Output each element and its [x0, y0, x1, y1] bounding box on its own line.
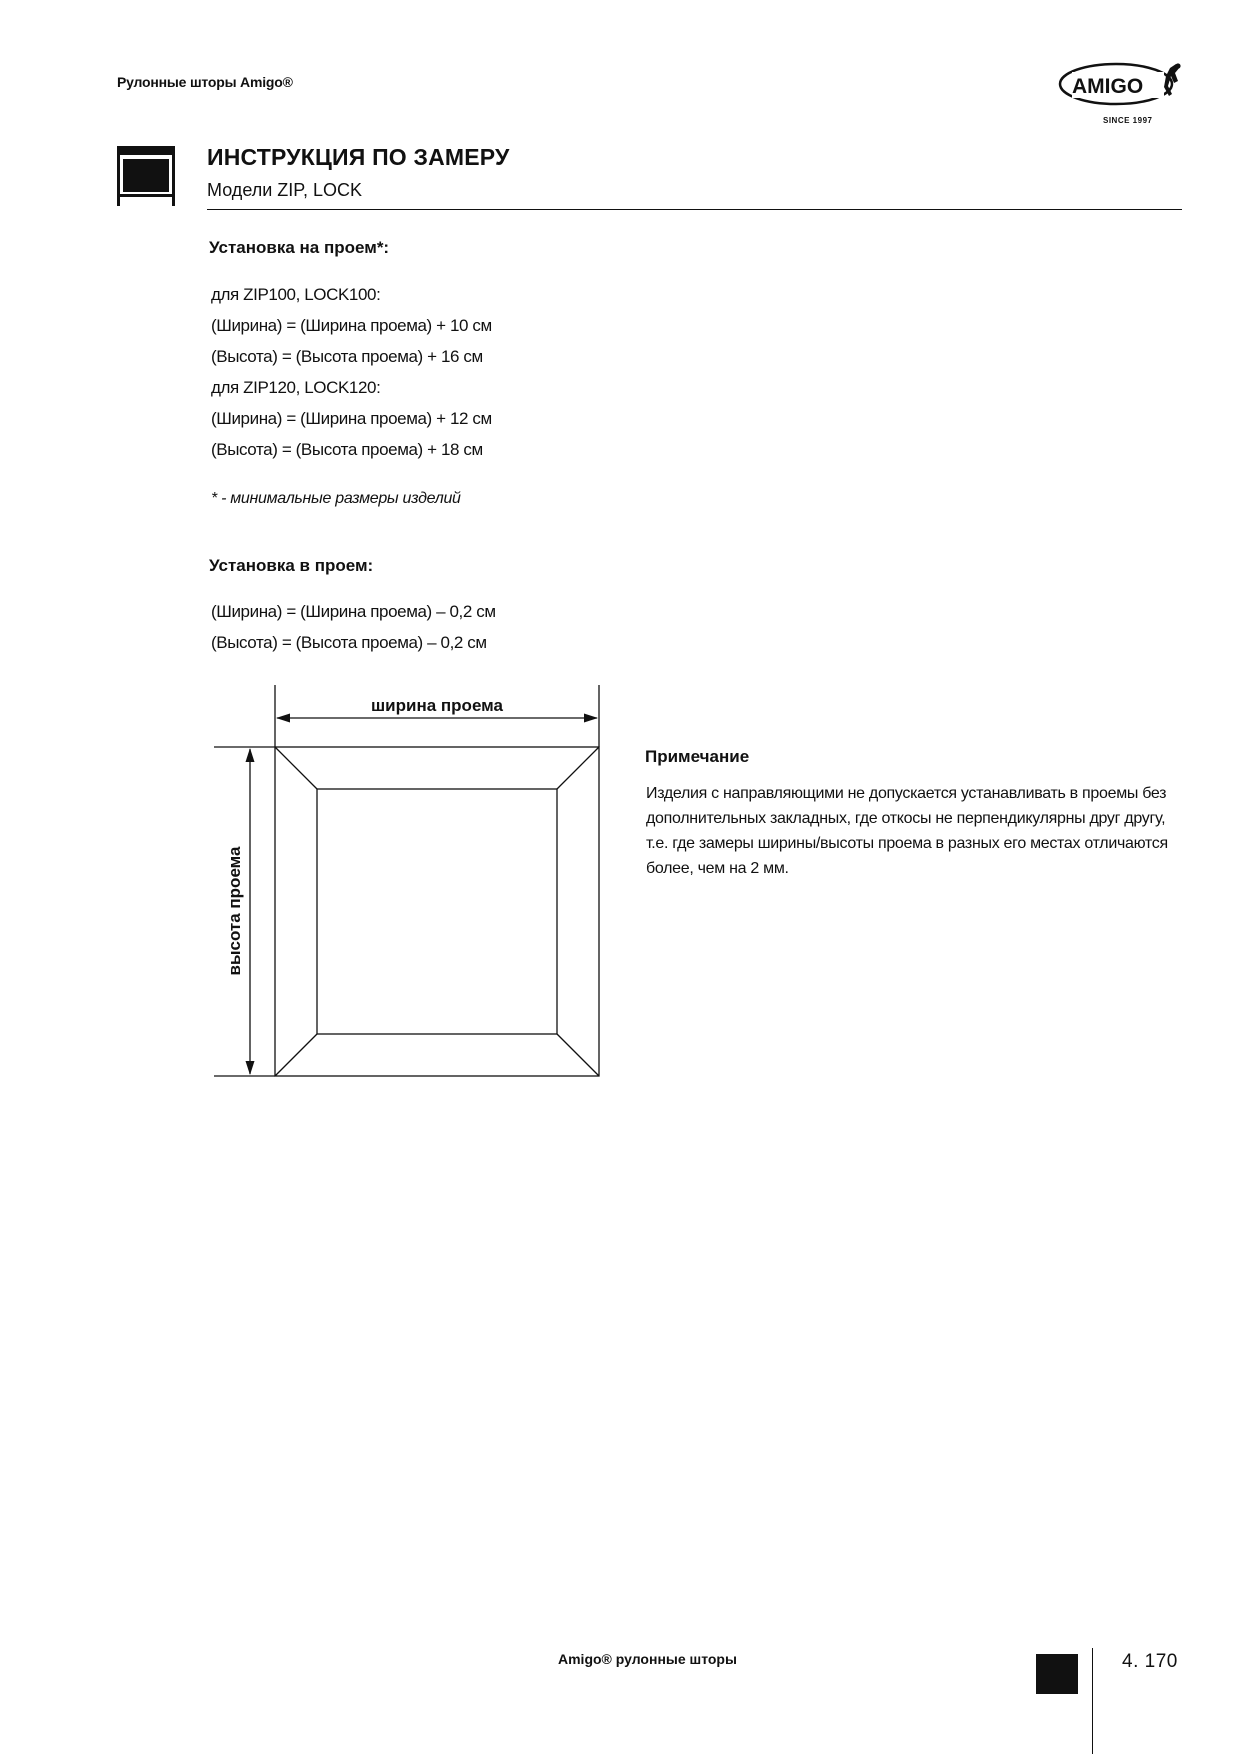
opening-inner-frame [317, 789, 557, 1034]
roller-blind-icon [117, 146, 175, 206]
section-in-opening-formulas [211, 596, 496, 658]
page-subtitle: Модели ZIP, LOCK [207, 180, 362, 200]
arrow-down-icon [246, 1061, 255, 1075]
section-in-opening-heading: Установка в проем: [209, 556, 374, 575]
opening-measurement-diagram [200, 680, 620, 1080]
width-label: ширина проема [371, 696, 503, 715]
formula-line: (Высота) = (Высота проема) + 16 см [211, 347, 483, 366]
footer-marker-block [1036, 1654, 1078, 1694]
formula-line: (Ширина) = (Ширина проема) – 0,2 см [211, 602, 496, 621]
note-body: Изделия с направляющими не допускается устанавливать в проемы без дополнительных закладных, где откосы не перпендикулярны друг другу, т.е. где замеры ширины/высоты проема в разных его местах отличаются более, чем на 2 мм. [646, 785, 1168, 877]
bevel-line [557, 1034, 599, 1076]
formula-line: для ZIP100, LOCK100: [211, 285, 381, 304]
footer-brand: Amigo® рулонные шторы [558, 1651, 737, 1667]
formula-line: для ZIP120, LOCK120: [211, 378, 381, 397]
formula-line: (Высота) = (Высота проема) – 0,2 см [211, 633, 487, 652]
title-divider [207, 209, 1182, 210]
height-label: высота проема [225, 846, 244, 976]
note-title: Примечание [645, 747, 750, 766]
opening-outer-frame [275, 747, 599, 1076]
bevel-line [275, 747, 317, 789]
logo-wordmark: AMIGO [1072, 75, 1144, 98]
formula-line: (Ширина) = (Ширина проема) + 10 см [211, 316, 492, 335]
arrow-up-icon [246, 748, 255, 762]
formula-line: (Высота) = (Высота проема) + 18 см [211, 440, 483, 459]
arrow-right-icon [584, 714, 598, 723]
page-title: ИНСТРУКЦИЯ ПО ЗАМЕРУ [207, 144, 510, 170]
footer-divider [1092, 1648, 1093, 1754]
logo-since: SINCE 1997 [1103, 116, 1153, 125]
section-on-opening-heading: Установка на проем*: [209, 238, 390, 257]
bevel-line [557, 747, 599, 789]
bevel-line [275, 1034, 317, 1076]
footnote: * - минимальные размеры изделий [211, 490, 461, 507]
amigo-logo [1058, 60, 1186, 130]
section-on-opening-formulas [211, 279, 492, 465]
formula-line: (Ширина) = (Ширина проема) + 12 см [211, 409, 492, 428]
arrow-left-icon [276, 714, 290, 723]
page-number: 4. 170 [1122, 1651, 1178, 1672]
header-brand-line: Рулонные шторы Amigo® [117, 74, 293, 90]
